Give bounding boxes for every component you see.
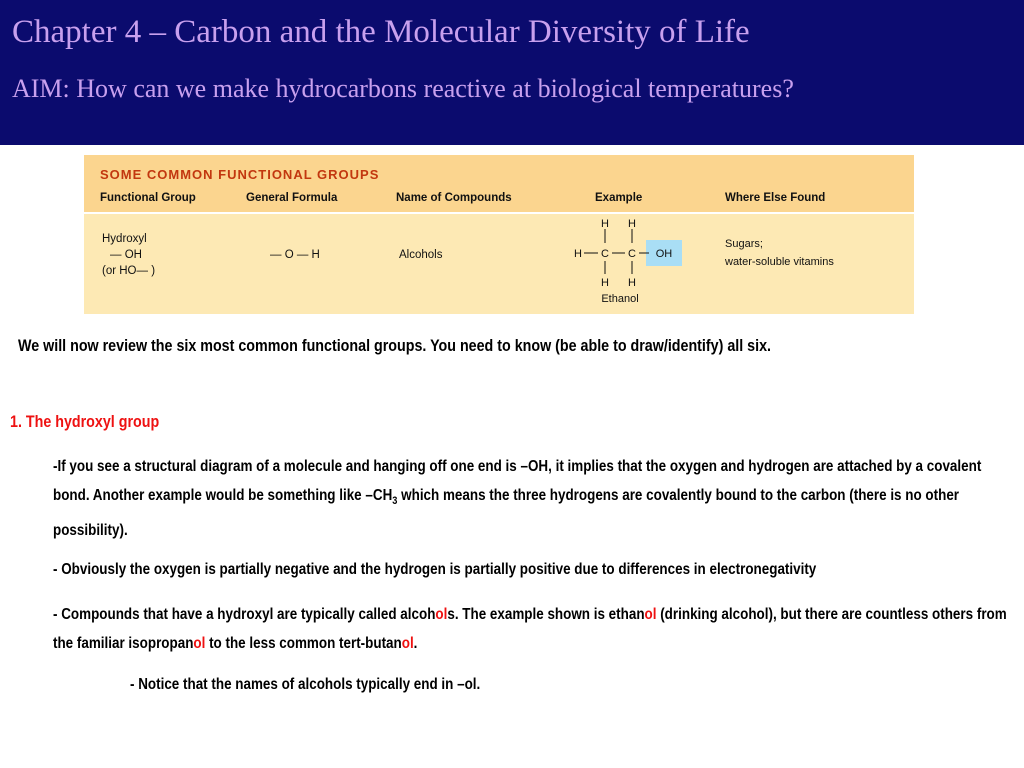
ethanol-structure-diagram bbox=[570, 216, 690, 308]
group-formula: — OH bbox=[110, 249, 142, 261]
paragraph-text: - Compounds that have a hydroxyl are typically called alcoh bbox=[53, 606, 436, 623]
general-formula: — O — H bbox=[270, 249, 320, 261]
slide-title: Chapter 4 – Carbon and the Molecular Diversity of Life bbox=[12, 14, 750, 50]
highlight-suffix: ol bbox=[401, 635, 414, 652]
atom-h: H bbox=[628, 277, 636, 289]
paragraph-text: to the less common tert-butan bbox=[205, 635, 402, 652]
group-name: Hydroxyl bbox=[102, 233, 147, 245]
paragraph-alcohols bbox=[53, 600, 1011, 658]
example-name: Ethanol bbox=[601, 293, 639, 305]
atom-oh: OH bbox=[655, 248, 673, 260]
atom-h: H bbox=[601, 218, 609, 230]
paragraph-covalent-bond bbox=[53, 452, 1011, 545]
highlight-suffix: ol bbox=[644, 606, 657, 623]
column-header-functional-group: Functional Group bbox=[100, 192, 196, 204]
highlight-suffix: ol bbox=[193, 635, 206, 652]
column-header-compound-name: Name of Compounds bbox=[396, 192, 512, 204]
table-title: SOME COMMON FUNCTIONAL GROUPS bbox=[100, 167, 380, 182]
intro-text: We will now review the six most common functional groups. You need to know (be able to draw/identify) all six. bbox=[18, 336, 771, 355]
column-header-example: Example bbox=[595, 192, 643, 204]
subscript: 3 bbox=[392, 495, 398, 508]
functional-groups-table bbox=[84, 155, 914, 314]
ethanol-structure bbox=[570, 216, 690, 308]
atom-c: C bbox=[601, 248, 609, 260]
where-found-line-1: Sugars; bbox=[725, 238, 763, 250]
paragraph-naming-note: - Notice that the names of alcohols typically end in –ol. bbox=[130, 676, 481, 693]
group-formula-alt: (or HO— ) bbox=[102, 265, 156, 277]
paragraph-text: . bbox=[413, 635, 418, 652]
atom-h: H bbox=[574, 248, 582, 260]
atom-c: C bbox=[628, 248, 636, 260]
paragraph-text: (drinking alcohol), but there are countless others from the familiar isopropan bbox=[53, 606, 1007, 652]
column-header-where-found: Where Else Found bbox=[725, 192, 826, 204]
compound-name: Alcohols bbox=[399, 249, 443, 261]
where-found-line-2: water-soluble vitamins bbox=[725, 256, 834, 268]
paragraph-text: s. The example shown is ethan bbox=[447, 606, 645, 623]
slide-header bbox=[0, 0, 1024, 145]
atom-h: H bbox=[628, 218, 636, 230]
section-title: 1. The hydroxyl group bbox=[10, 412, 160, 431]
paragraph-text: -If you see a structural diagram of a molecule and hanging off one end is –OH, it implies that the oxygen and hydrogen are attached by a covalent bond. Another example would be something like –CH bbox=[53, 458, 982, 504]
highlight-suffix: ol bbox=[435, 606, 448, 623]
atom-h: H bbox=[601, 277, 609, 289]
paragraph-electronegativity: - Obviously the oxygen is partially negative and the hydrogen is partially positive due to differences in electronegativity bbox=[53, 561, 817, 578]
column-header-general-formula: General Formula bbox=[246, 192, 338, 204]
table-header bbox=[84, 155, 914, 214]
slide-subtitle: AIM: How can we make hydrocarbons reactive at biological temperatures? bbox=[12, 74, 794, 103]
paragraph-text: which means the three hydrogens are covalently bound to the carbon (there is no other possibility). bbox=[53, 487, 960, 540]
